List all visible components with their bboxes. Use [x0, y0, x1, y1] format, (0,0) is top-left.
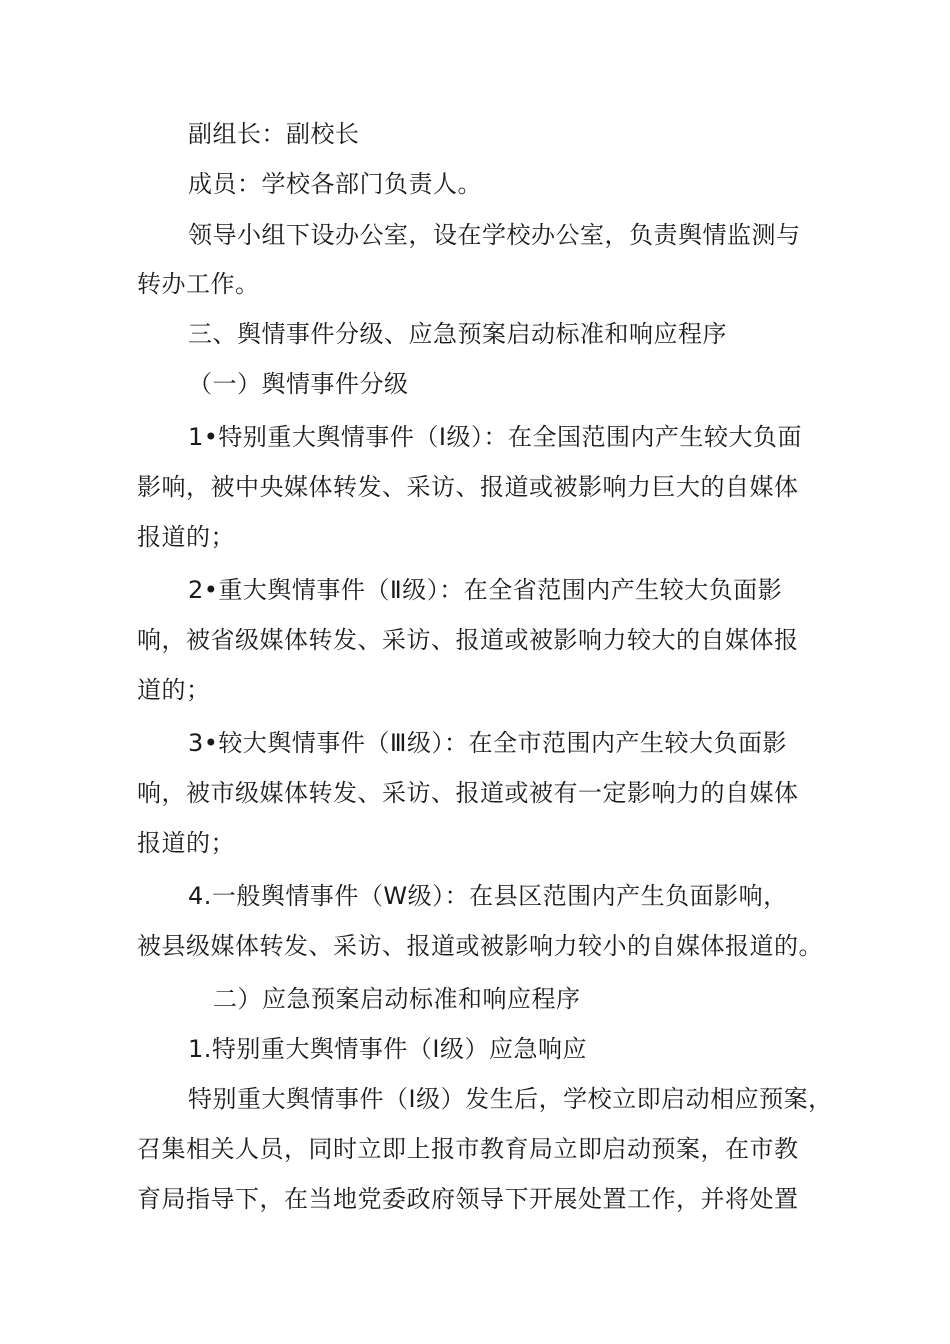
text-line: 1.特别重大舆情事件（Ⅰ级）应急响应: [188, 1035, 587, 1063]
text-line: 特别重大舆情事件（Ⅰ级）发生后，学校立即启动相应预案，: [188, 1085, 833, 1113]
text-line: 转办工作。: [137, 270, 260, 298]
text-line: 响，被市级媒体转发、采访、报道或被有一定影响力的自媒体: [137, 779, 799, 807]
text-line: 报道的；: [137, 829, 235, 857]
section-heading: 三、舆情事件分级、应急预案启动标准和响应程序: [188, 320, 727, 348]
subsection-heading: 二）应急预案启动标准和响应程序: [213, 985, 581, 1013]
text-line: 副组长：副校长: [188, 120, 360, 148]
text-line: 4.一般舆情事件（W级）：在县区范围内产生负面影响，: [188, 882, 788, 910]
text-line: 2•重大舆情事件（Ⅱ级）：在全省范围内产生较大负面影: [188, 576, 783, 604]
text-line: 影响，被中央媒体转发、采访、报道或被影响力巨大的自媒体: [137, 473, 799, 501]
subsection-heading: （一）舆情事件分级: [188, 370, 409, 398]
text-line: 成员：学校各部门负责人。: [188, 170, 482, 198]
text-line: 3•较大舆情事件（Ⅲ级）：在全市范围内产生较大负面影: [188, 729, 787, 757]
text-line: 领导小组下设办公室，设在学校办公室，负责舆情监测与: [188, 221, 801, 249]
text-line: 召集相关人员，同时立即上报市教育局立即启动预案，在市教: [137, 1135, 799, 1163]
text-line: 育局指导下，在当地党委政府领导下开展处置工作，并将处置: [137, 1185, 799, 1213]
text-line: 道的；: [137, 676, 211, 704]
text-line: 报道的；: [137, 523, 235, 551]
text-line: 被县级媒体转发、采访、报道或被影响力较小的自媒体报道的。: [137, 932, 823, 960]
text-line: 响，被省级媒体转发、采访、报道或被影响力较大的自媒体报: [137, 626, 799, 654]
text-line: 1•特别重大舆情事件（Ⅰ级）：在全国范围内产生较大负面: [188, 423, 803, 451]
